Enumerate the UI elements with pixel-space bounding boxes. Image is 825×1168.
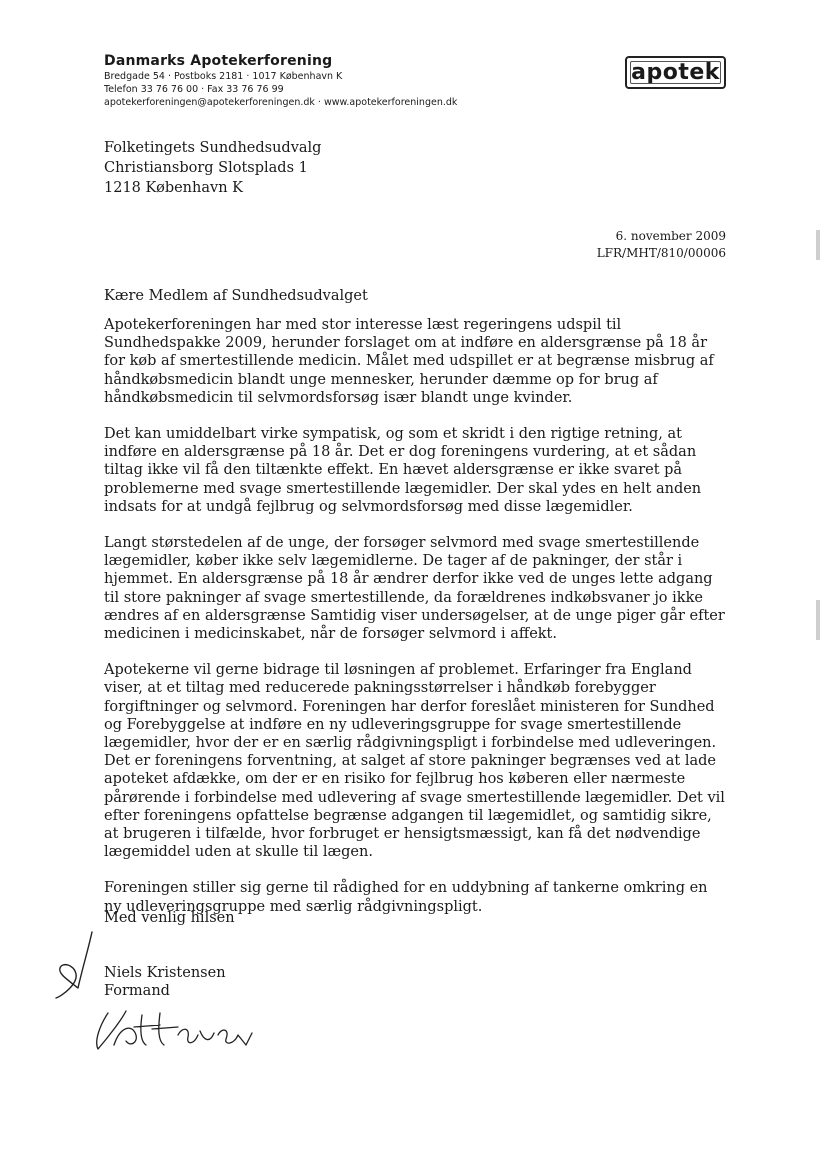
initial-signature	[48, 930, 108, 1002]
apotek-logo: apotek	[625, 56, 726, 89]
signer-block	[104, 964, 226, 1000]
signer-name: Niels Kristensen	[104, 965, 226, 981]
letter-body	[104, 316, 727, 934]
date-block	[597, 228, 726, 262]
recipient-address	[104, 138, 321, 198]
paragraph: Apotekerforeningen har med stor interesse læst regeringens udspil til Sundhedspakke 2009, herunder forslaget om at indføre en aldersgrænse på 18 år for køb af smertestillende medicin. Målet med udspillet er at begrænse misbrug af håndkøbsmedicin blandt unge mennesker, herunder dæmme op for brug af håndkøbsmedicin til selvmordsforsøg især blandt unge kvinder.	[104, 317, 714, 406]
signer-title: Formand	[104, 983, 170, 999]
org-phone: Telefon 33 76 76 00 · Fax 33 76 76 99	[104, 84, 284, 95]
org-name: Danmarks Apotekerforening	[104, 53, 333, 69]
paragraph: Det kan umiddelbart virke sympatisk, og som et skridt i den rigtige retning, at indføre en aldersgrænse på 18 år. Det er dog foreningens vurdering, at et sådan tiltag ikke vil få den tiltænkte effekt. En hævet aldersgrænse er ikke svaret på problemerne med svage smertestillende lægemidler. Der skal ydes en helt anden indsats for at undgå fejlbrug og selvmordsforsøg med disse lægemidler.	[104, 426, 702, 515]
paragraph: Foreningen stiller sig gerne til rådighed for en uddybning af tankerne omkring en ny udleveringsgruppe med særlig rådgivningspligt.	[104, 880, 708, 915]
salutation: Kære Medlem af Sundhedsudvalget	[104, 288, 368, 304]
scan-edge-mark	[816, 230, 820, 260]
letter-reference: LFR/MHT/810/00006	[596, 246, 726, 260]
org-contact: apotekerforeningen@apotekerforeningen.dk · www.apotekerforeningen.dk	[104, 97, 458, 108]
recipient-line-1: Folketingets Sundhedsudvalg	[104, 140, 322, 156]
closing: Med venlig hilsen	[104, 910, 235, 926]
paragraph: Langt størstedelen af de unge, der forsøger selvmord med svage smertestillende lægemidler, køber ikke selv lægemidlerne. De tager af de pakninger, der står i hjemmet. En aldersgrænse på 18 år ændrer derfor ikke ved de unges lette adgang til store pakninger af svage smertestillende, da forældrenes indkøbsvaner jo ikke ændres af en aldersgrænse Samtidig viser undersøgelser, at de unge piger går efter medicinen i medicinskabet, når de forsøger selvmord i affekt.	[104, 535, 725, 643]
paragraph: Apotekerne vil gerne bidrage til løsningen af problemet. Erfaringer fra England viser, at et tiltag med reducerede pakningsstørrelser i håndkøb forebygger forgiftninger og selvmord. Foreningen har derfor foreslået ministeren for Sundhed og Forebyggelse at indføre en ny udleveringsgruppe for svage smertestillende lægemidler, hvor der er en særlig rådgivningspligt i forbindelse med udleveringen. Det er foreningens forventning, at salget af store pakninger begrænses ved at lade apoteket afdække, om der er en risiko for fejlbrug hos køberen eller nærmeste pårørende i forbindelse med udlevering af svage smertestillende lægemidler. Det vil efter foreningens opfattelse begrænse adgangen til lægemidlet, og samtidig sikre, at brugeren i tilfælde, hvor forbruget er hensigtsmæssigt, kan få det nødvendige lægemiddel uden at skulle til lægen.	[104, 662, 725, 861]
handwritten-signature	[90, 1005, 260, 1055]
recipient-line-2: Christiansborg Slotsplads 1	[104, 160, 308, 176]
org-address: Bredgade 54 · Postboks 2181 · 1017 København K	[104, 71, 343, 82]
scan-edge-mark	[816, 600, 820, 640]
letter-date: 6. november 2009	[615, 229, 726, 243]
recipient-line-3: 1218 København K	[104, 180, 243, 196]
